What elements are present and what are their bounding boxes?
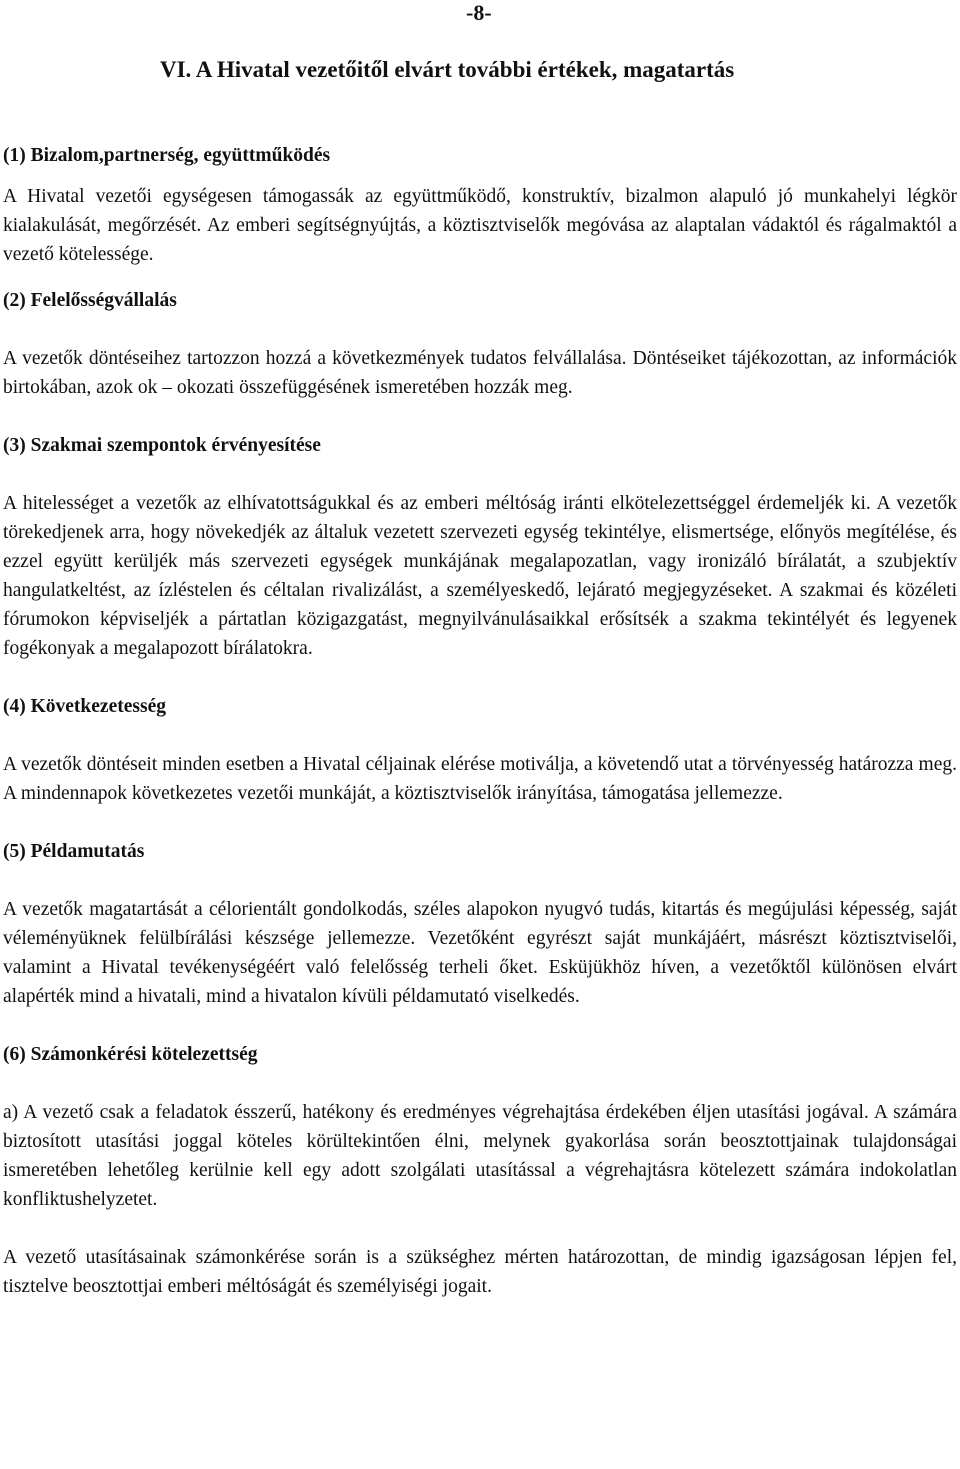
section-3 bbox=[3, 431, 957, 663]
section-heading: (3) Szakmai szempontok érvényesítése bbox=[3, 435, 321, 456]
section-2 bbox=[3, 286, 957, 402]
paragraph: A vezetők magatartását a célorientált gondolkodás, széles alapokon nyugvó tudás, kitartás és megújulási képesség, saját véleményüknek felülbírálási készsége jellemezze. Vezetőként egyrészt saját munkájáért, másrészt köztisztviselői, valamint a Hivatal tevékenységéért való felelősség terheli őket. Esküjükhöz híven, a vezetőktől különösen elvárt alapérték mind a hivatali, mind a hivatalon kívüli példamutató viselkedés. bbox=[3, 899, 957, 1007]
page-number: -8- bbox=[466, 0, 492, 25]
section-5 bbox=[3, 837, 957, 1011]
section-heading: (6) Számonkérési kötelezettség bbox=[3, 1044, 258, 1065]
document-body bbox=[3, 141, 957, 1301]
section-1 bbox=[3, 141, 957, 269]
section-heading: (4) Következetesség bbox=[3, 696, 166, 717]
paragraph: A hitelességet a vezetők az elhívatottságukkal és az emberi méltóság iránti elkötelezettséggel érdemeljék ki. A vezetők törekedjenek arra, hogy növekedjék az általuk vezetett szervezeti egység tekintélye, elismertsége, előnyös megítélése, és ezzel együtt kerüljék más szervezeti egységek munkájának megalapozatlan, vagy ironizáló bírálatát, a szubjektív hangulatkeltést, az ízléstelen és céltalan rivalizálást, a személyeskedő, lejárató megjegyzéseket. A szakmai és közéleti fórumokon képviseljék a pártatlan közigazgatást, megnyilvánulásaikkal erősítsék a szakma tekintélyét és legyenek fogékonyak a megalapozott bírálatokra. bbox=[3, 493, 957, 659]
paragraph: A vezető utasításainak számonkérése során is a szükséghez mérten határozottan, de mindig igazságosan lépjen fel, tisztelve beosztottjai emberi méltóságát és személyiségi jogait. bbox=[3, 1247, 957, 1297]
section-4 bbox=[3, 692, 957, 808]
paragraph: A vezetők döntéseihez tartozzon hozzá a következmények tudatos felvállalása. Döntéseiket tájékozottan, az információk birtokában, azok ok – okozati összefüggésének ismeretében hozzák meg. bbox=[3, 348, 957, 398]
paragraph: a) A vezető csak a feladatok ésszerű, hatékony és eredményes végrehajtása érdekében éljen utasítási jogával. A számára biztosított utasítási joggal köteles körültekintően élni, melynek gyakorlása során beosztottjainak tulajdonságai ismeretében lehetőleg kerülnie kell egy adott szolgálati utasítással a végrehajtásra kötelezett számára indokolatlan konfliktushelyzetet. bbox=[3, 1102, 957, 1210]
section-heading: (2) Felelősségvállalás bbox=[3, 290, 177, 311]
section-6 bbox=[3, 1040, 957, 1301]
section-heading: (5) Példamutatás bbox=[3, 841, 145, 862]
chapter-title: VI. A Hivatal vezetőitől elvárt további értékek, magatartás bbox=[160, 57, 735, 82]
paragraph: A Hivatal vezetői egységesen támogassák az együttműködő, konstruktív, bizalmon alapuló jó munkahelyi légkör kialakulását, megőrzését. Az emberi segítségnyújtás, a köztisztviselők megóvása az alaptalan vádaktól és rágalmaktól a vezető kötelessége. bbox=[3, 186, 957, 265]
paragraph: A vezetők döntéseit minden esetben a Hivatal céljainak elérése motiválja, a követendő utat a törvényesség határozza meg. A mindennapok következetes vezetői munkáját, a köztisztviselők irányítása, támogatása jellemezze. bbox=[3, 754, 957, 804]
section-heading: (1) Bizalom,partnerség, együttműködés bbox=[3, 145, 331, 166]
